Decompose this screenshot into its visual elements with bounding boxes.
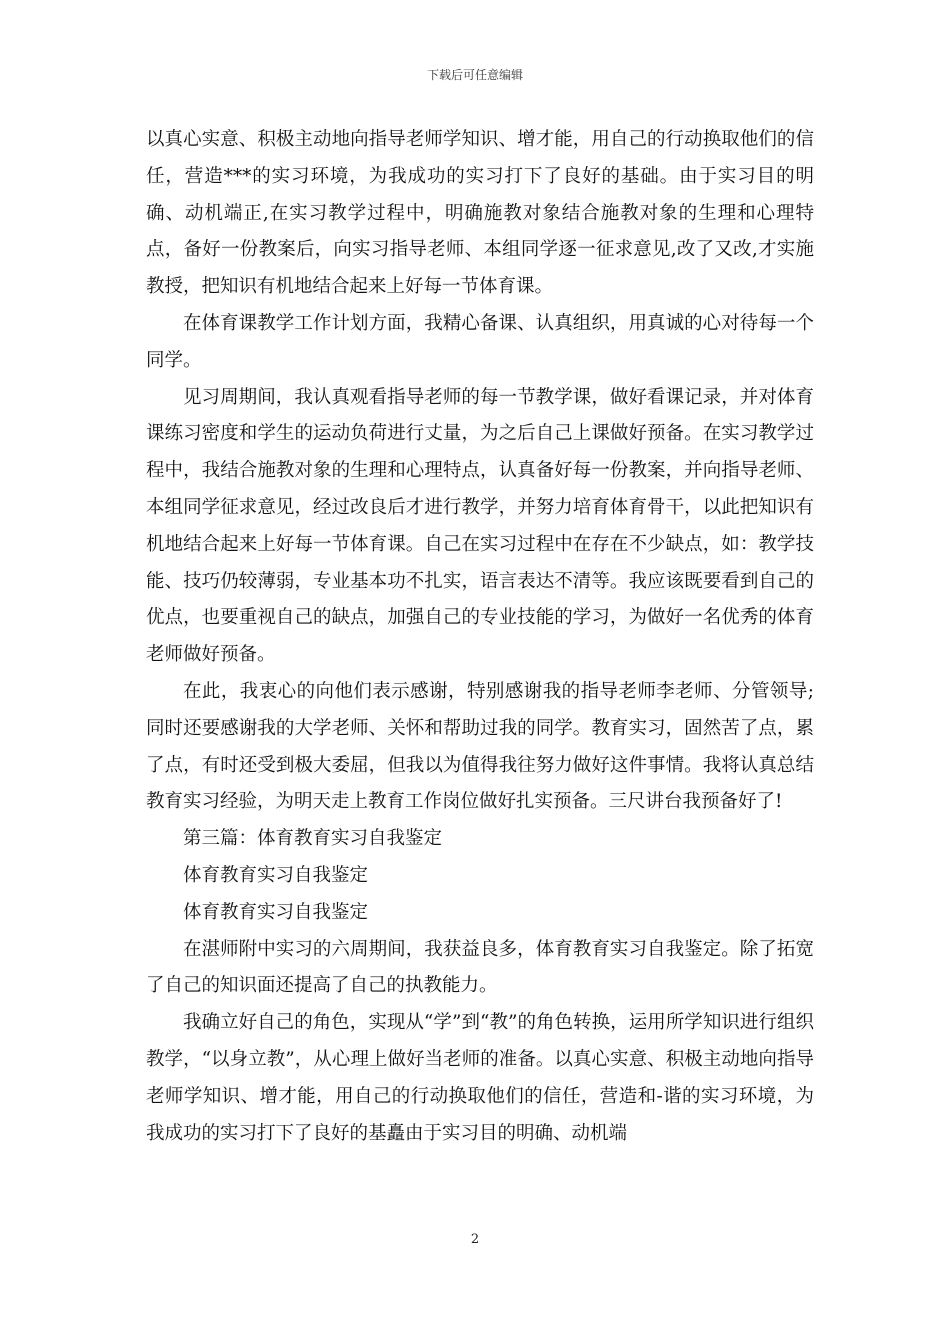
paragraph-6: 我确立好自己的角色，实现从“学”到“教”的角色转换，运用所学知识进行组织教学，“以身立教”，从心理上做好当老师的准备。以真心实意、积极主动地向指导老师学知识、增才能，用自己的行动换取他们的信任，营造和-谐的实习环境，为我成功的实习打下了良好的基矗由于实习目的明确、动机端 bbox=[146, 1012, 814, 1144]
paragraph-3: 见习周期间，我认真观看指导老师的每一节教学课，做好看课记录，并对体育课练习密度和学生的运动负荷进行丈量，为之后自己上课做好预备。在实习教学过程中，我结合施教对象的生理和心理特点，认真备好每一份教案，并向指导老师、本组同学征求意见，经过改良后才进行教学，并努力培育体育骨干，以此把知识有机地结合起来上好每一节体育课。自己在实习过程中在存在不少缺点，如：教学技能、技巧仍较薄弱，专业基本功不扎实，语言表达不清等。我应该既要看到自己的优点，也要重视自己的缺点，加强自己的专业技能的学习，为做好一名优秀的体育老师做好预备。 bbox=[146, 386, 814, 666]
document-body bbox=[146, 122, 814, 1152]
page-header: 下载后可任意编辑 bbox=[426, 68, 523, 82]
paragraph-2: 在体育课教学工作计划方面，我精心备课、认真组织，用真诚的心对待每一个同学。 bbox=[146, 312, 814, 371]
page-number: 2 bbox=[470, 1232, 480, 1247]
section-heading: 第三篇：体育教育实习自我鉴定 bbox=[183, 828, 443, 850]
paragraph-1: 以真心实意、积极主动地向指导老师学知识、增才能，用自己的行动换取他们的信任，营造***的实习环境，为我成功的实习打下了良好的基础。由于实习目的明确、动机端正,在实习教学过程中，明确施教对象结合施教对象的生理和心理特点，备好一份教案后，向实习指导老师、本组同学逐一征求意见,改了又改,才实施教授，把知识有机地结合起来上好每一节体育课。 bbox=[146, 129, 814, 298]
section-subtitle: 体育教育实习自我鉴定 bbox=[183, 901, 369, 923]
section-title: 体育教育实习自我鉴定 bbox=[183, 864, 369, 886]
paragraph-4: 在此，我衷心的向他们表示感谢，特别感谢我的指导老师李老师、分管领导;同时还要感谢我的大学老师、关怀和帮助过我的同学。教育实习，固然苦了点，累了点，有时还受到极大委屈，但我以为值得我往努力做好这件事情。我将认真总结教育实习经验，为明天走上教育工作岗位做好扎实预备。三尺讲台我预备好了! bbox=[146, 680, 814, 813]
paragraph-5: 在湛师附中实习的六周期间，我获益良多，体育教育实习自我鉴定。除了拓宽了自己的知识面还提高了自己的执教能力。 bbox=[146, 938, 814, 997]
